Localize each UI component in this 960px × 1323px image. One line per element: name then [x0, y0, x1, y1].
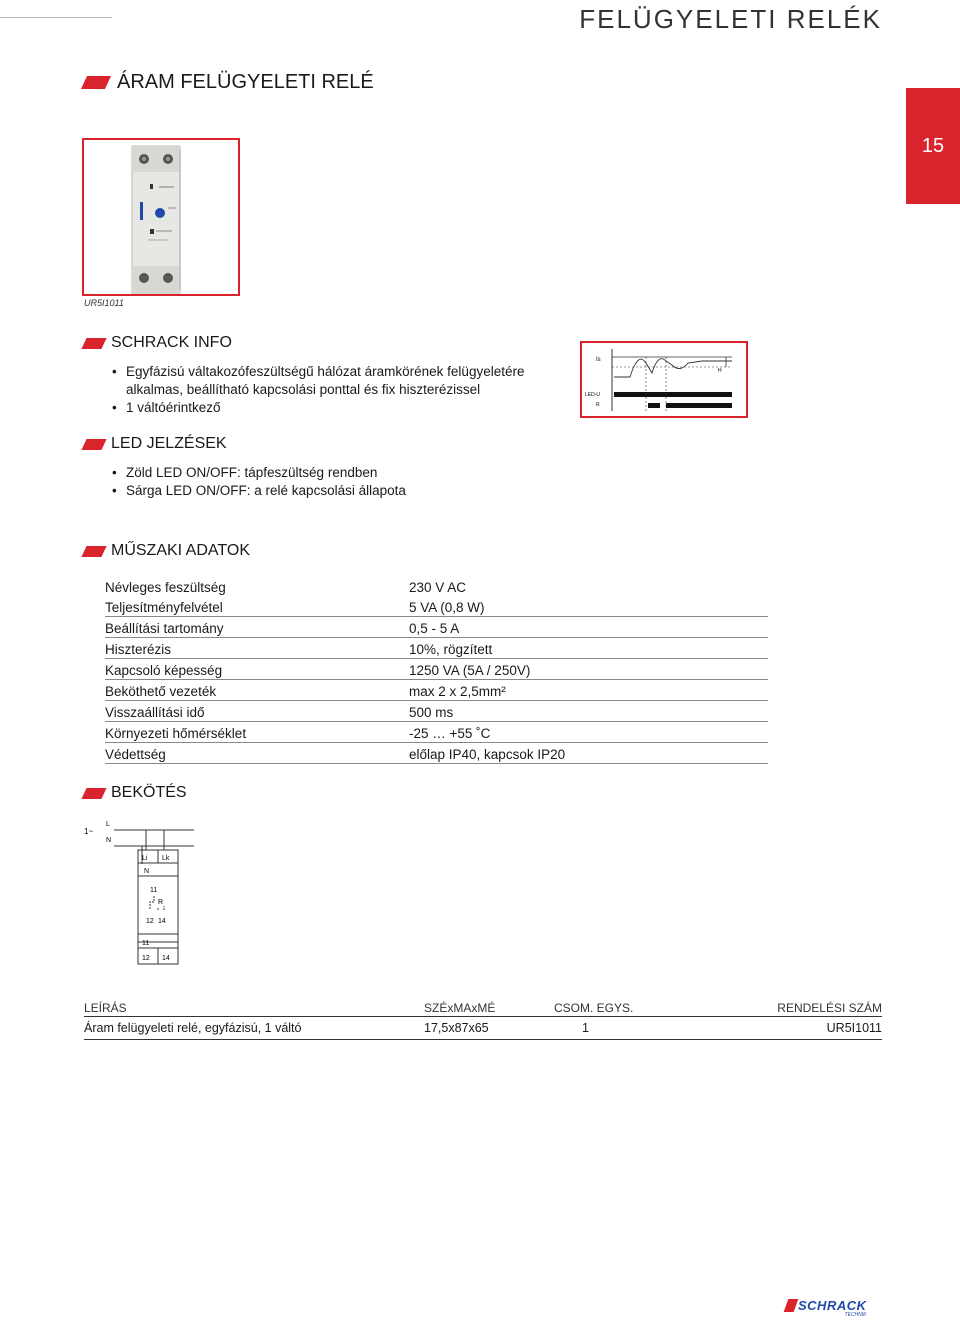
table-cell: 1 [582, 1021, 589, 1035]
info-list [112, 363, 562, 417]
table-cell: UR5I1011 [826, 1021, 882, 1035]
spec-label: Hiszterézis [105, 642, 172, 657]
product-heading [84, 71, 374, 94]
specs-table [105, 576, 768, 764]
wiring-n-label: N [106, 837, 112, 844]
timing-diagram-graphic [582, 343, 746, 416]
product-title: ÁRAM FELÜGYELETI RELÉ [117, 71, 374, 93]
spec-value: 230 V AC [409, 580, 467, 595]
wiring-11b-label: 11 [142, 940, 150, 947]
table-cell: 17,5x87x65 [424, 1021, 489, 1035]
timing-diagram [580, 341, 748, 418]
diagram-label-h: H [718, 368, 722, 374]
section-marker-icon [81, 76, 111, 89]
column-header: LEÍRÁS [84, 1001, 127, 1015]
spec-value: 1250 VA (5A / 250V) [409, 663, 531, 678]
led-list [112, 464, 562, 500]
wiring-diagram [84, 816, 194, 971]
wiring-heading-text: BEKÖTÉS [111, 784, 187, 801]
product-image [82, 138, 240, 296]
column-header: SZÉxMAxMÉ [424, 1001, 496, 1015]
relay-device-icon [84, 140, 238, 294]
spec-value: előlap IP40, kapcsok IP20 [409, 747, 566, 762]
table-row [105, 659, 768, 680]
wiring-lk-label: Lk [162, 855, 170, 862]
section-marker-icon [81, 338, 106, 349]
list-item: • Egyfázisú váltakozófeszültségű hálózat áramkörének felügyeletére alkalmas, beállítható kapcsolási ponttal és fix hiszterézissel [112, 363, 562, 399]
table-row [105, 722, 768, 743]
spec-value: 5 VA (0,8 W) [409, 600, 485, 615]
order-table [84, 1000, 882, 1040]
diagram-label-is: Is [596, 357, 601, 363]
led-heading-text: LED JELZÉSEK [111, 435, 227, 452]
wiring-14b-label: 14 [162, 955, 170, 962]
image-caption: UR5I1011 [84, 298, 124, 308]
spec-label: Névleges feszültség [105, 580, 226, 595]
page-title: FELÜGYELETI RELÉK [579, 4, 882, 34]
list-item: • Sárga LED ON/OFF: a relé kapcsolási állapota [112, 482, 562, 500]
column-header: CSOM. EGYS. [554, 1001, 634, 1015]
diagram-label-r: R [596, 402, 600, 408]
spec-value: 0,5 - 5 A [409, 621, 460, 636]
specs-heading-text: MŰSZAKI ADATOK [111, 542, 250, 559]
table-row [105, 638, 768, 659]
section-marker-icon [81, 439, 106, 450]
specs-heading [84, 542, 250, 560]
table-cell: Áram felügyeleti relé, egyfázisú, 1 váltó [84, 1021, 302, 1035]
spec-label: Beállítási tartomány [105, 621, 224, 636]
column-header: RENDELÉSI SZÁM [777, 1001, 882, 1015]
diagram-label-led: LED-U [585, 392, 601, 398]
table-row [84, 1017, 882, 1040]
spec-label: Kapcsoló képesség [105, 663, 223, 678]
table-row [105, 596, 768, 617]
spec-value: max 2 x 2,5mm² [409, 684, 506, 699]
wiring-r-label: R [158, 899, 164, 906]
spec-value: 500 ms [409, 705, 454, 720]
info-heading-text: SCHRACK INFO [111, 334, 232, 351]
section-marker-icon [81, 546, 106, 557]
wiring-diagram-graphic [84, 816, 194, 966]
wiring-11-label: 11 [150, 887, 158, 894]
list-item: • 1 váltóérintkező [112, 399, 562, 417]
spec-label: Védettség [105, 747, 166, 762]
list-item: • Zöld LED ON/OFF: tápfeszültség rendben [112, 464, 562, 482]
logo-mark-icon [784, 1299, 799, 1312]
wiring-12b-label: 12 [142, 955, 150, 962]
spec-label: Visszaállítási idő [105, 705, 205, 720]
led-heading [84, 435, 227, 453]
table-row [105, 680, 768, 701]
table-row [105, 743, 768, 764]
wiring-12-label: 12 [146, 918, 154, 925]
wiring-l-label: L [106, 821, 110, 828]
info-heading [84, 334, 232, 352]
page-number-tab: 15 [906, 88, 960, 204]
spec-value: -25 … +55 ˚C [409, 726, 491, 741]
table-row [105, 576, 768, 596]
spec-label: Beköthető vezeték [105, 684, 217, 699]
section-marker-icon [81, 788, 106, 799]
wiring-li-label: Li [142, 855, 148, 862]
brand-logo [786, 1298, 867, 1318]
header-divider [0, 17, 112, 18]
logo-subtext: TECHNIK [844, 1312, 867, 1318]
spec-label: Teljesítményfelvétel [105, 600, 223, 615]
wiring-heading [84, 784, 187, 802]
table-row [105, 617, 768, 638]
logo-text: SCHRACK [798, 1298, 867, 1313]
order-table-header [84, 1000, 882, 1017]
spec-value: 10%, rögzített [409, 642, 493, 657]
wiring-14-label: 14 [158, 918, 166, 925]
table-row [105, 701, 768, 722]
wiring-supply-label: 1~ [84, 827, 94, 836]
spec-label: Környezeti hőmérséklet [105, 726, 247, 741]
wiring-nterm-label: N [144, 868, 150, 875]
